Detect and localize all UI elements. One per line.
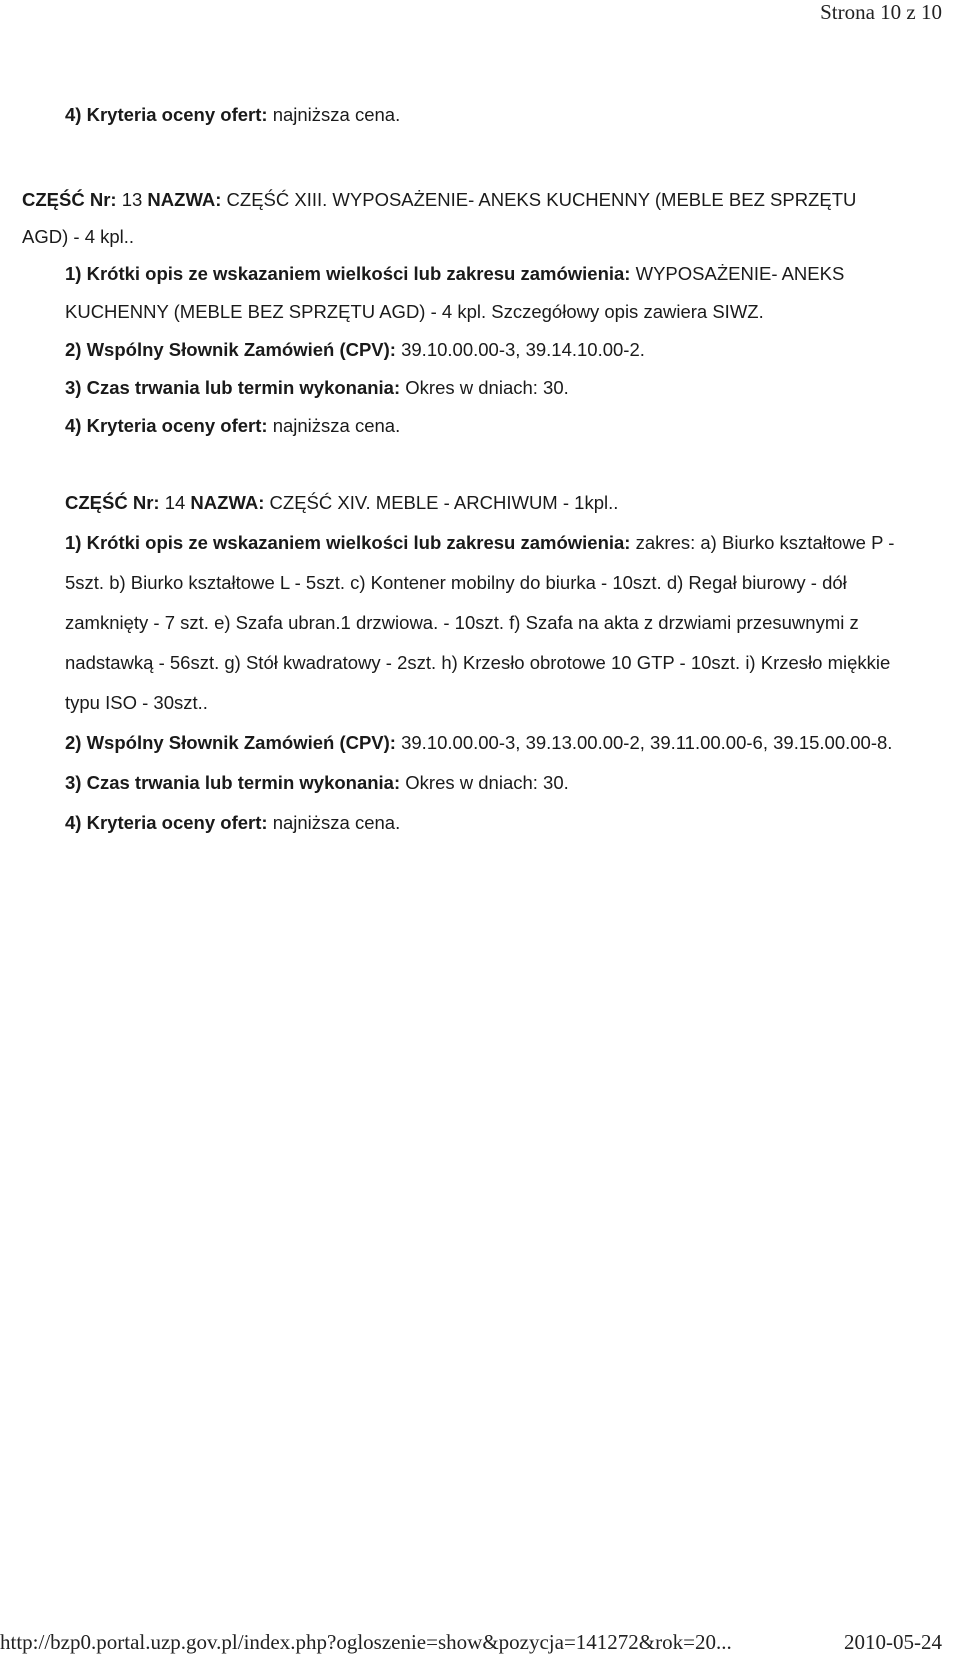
part-13-heading [22,181,942,218]
part-13-section [22,181,942,445]
part-14-description-cont-3: nadstawką - 56szt. g) Stół kwadratowy - 2szt. h) Krzesło obrotowe 10 GTP - 10szt. i) Krzesło miękkie [65,652,891,673]
description-label: 1) Krótki opis ze wskazaniem wielkości lub zakresu zamówienia: [65,263,631,284]
criteria-value: najniższa cena. [272,812,401,833]
part-14-criteria [65,803,942,843]
footer-date: 2010-05-24 [844,1630,942,1654]
part-name-label: NAZWA: [147,189,222,210]
criteria-label: 4) Kryteria oceny ofert: [65,812,268,833]
part-14-duration [65,763,942,803]
part-14-cpv [65,723,942,763]
page-number-header: Strona 10 z 10 [820,0,942,24]
part-number-value: 14 [164,492,186,513]
description-value: zakres: a) Biurko kształtowe P - [635,532,895,553]
duration-value: Okres w dniach: 30. [405,772,569,793]
criteria-label: 4) Kryteria oceny ofert: [65,415,268,436]
part-number-label: CZĘŚĆ Nr: [22,189,117,210]
part-14-section [65,483,942,843]
part-name-value: CZĘŚĆ XIII. WYPOSAŻENIE- ANEKS KUCHENNY (MEBLE BEZ SPRZĘTU [226,189,857,210]
part-13-description-cont: KUCHENNY (MEBLE BEZ SPRZĘTU AGD) - 4 kpl. Szczegółowy opis zawiera SIWZ. [65,301,764,322]
intro-criteria-line [65,103,942,127]
cpv-label: 2) Wspólny Słownik Zamówień (CPV): [65,732,396,753]
duration-label: 3) Czas trwania lub termin wykonania: [65,377,401,398]
criteria-value: najniższa cena. [272,104,401,125]
criteria-label: 4) Kryteria oceny ofert: [65,104,268,125]
part-14-heading [65,483,942,523]
duration-label: 3) Czas trwania lub termin wykonania: [65,772,401,793]
cpv-value: 39.10.00.00-3, 39.14.10.00-2. [401,339,645,360]
part-13-criteria [65,407,942,445]
description-value: WYPOSAŻENIE- ANEKS [635,263,845,284]
description-label: 1) Krótki opis ze wskazaniem wielkości lub zakresu zamówienia: [65,532,631,553]
part-number-label: CZĘŚĆ Nr: [65,492,160,513]
part-14-description-cont-2: zamknięty - 7 szt. e) Szafa ubran.1 drzwiowa. - 10szt. f) Szafa na akta z drzwiami przesuwnymi z [65,612,859,633]
cpv-label: 2) Wspólny Słownik Zamówień (CPV): [65,339,396,360]
part-13-duration [65,369,942,407]
part-number-value: 13 [121,189,143,210]
criteria-value: najniższa cena. [272,415,401,436]
part-name-value: CZĘŚĆ XIV. MEBLE - ARCHIWUM - 1kpl.. [269,492,619,513]
part-13-description [65,255,942,293]
part-14-description-cont-4: typu ISO - 30szt.. [65,692,208,713]
part-name-label: NAZWA: [190,492,265,513]
footer-url-link[interactable]: http://bzp0.portal.uzp.gov.pl/index.php?ogloszenie=show&pozycja=141272&rok=20... [0,1630,732,1654]
part-14-description-cont-1: 5szt. b) Biurko kształtowe L - 5szt. c) Kontener mobilny do biurka - 10szt. d) Regał biurowy - dół [65,572,847,593]
part-13-heading-cont: AGD) - 4 kpl.. [22,226,135,247]
part-14-description [65,523,942,563]
duration-value: Okres w dniach: 30. [405,377,569,398]
part-13-cpv [65,331,942,369]
document-content [22,103,942,843]
cpv-value: 39.10.00.00-3, 39.13.00.00-2, 39.11.00.00-6, 39.15.00.00-8. [401,732,893,753]
